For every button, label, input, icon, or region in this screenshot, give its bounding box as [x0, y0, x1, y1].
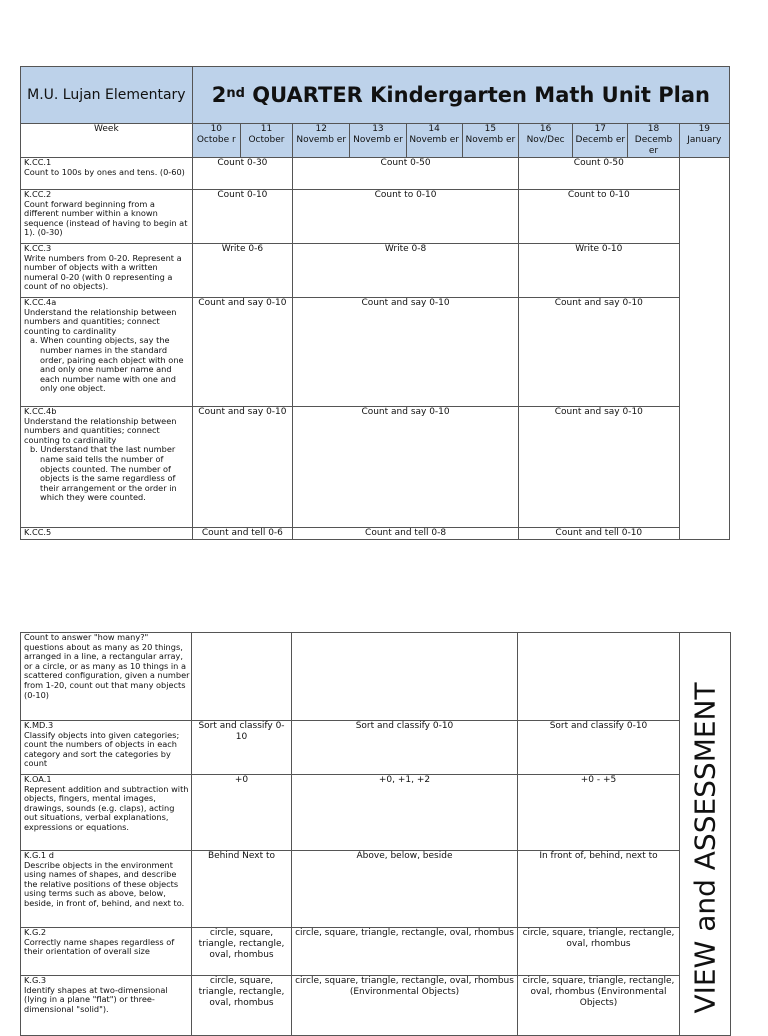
table-row [21, 190, 730, 244]
standard-cell: K.CC.1 Count to 100s by ones and tens. (0-60) [21, 158, 193, 190]
table-row [21, 976, 731, 1036]
activity-cell: Sort and classify 0-10 [292, 721, 518, 775]
standard-cell: K.CC.5 [21, 528, 193, 540]
week-label: Week [21, 124, 193, 158]
activity-cell [192, 633, 292, 721]
activity-cell: Count and tell 0-6 [192, 528, 292, 540]
week-cell: 11 October [240, 124, 292, 158]
activity-cell: circle, square, triangle, rectangle, oval, rhombus [292, 928, 518, 976]
activity-cell: Count 0-50 [518, 158, 679, 190]
activity-cell: Count and say 0-10 [293, 298, 519, 407]
standard-cell: K.CC.3 Write numbers from 0-20. Represent a number of objects with a written numeral 0-20 (with 0 representing a count of no objects). [21, 244, 193, 298]
activity-cell: circle, square, triangle, rectangle, oval, rhombus [192, 928, 292, 976]
week-19-cell [679, 158, 729, 540]
activity-cell: Count and say 0-10 [293, 407, 519, 528]
unit-plan-table-top [20, 66, 730, 540]
activity-cell: +0, +1, +2 [292, 775, 518, 851]
week-header-row [21, 124, 730, 158]
week-cell: 13 Novemb er [350, 124, 406, 158]
table-row [21, 633, 731, 721]
activity-cell: In front of, behind, next to [518, 851, 680, 928]
table-row [21, 721, 731, 775]
week-cell: 18 Decemb er [628, 124, 679, 158]
activity-cell: Write 0-6 [192, 244, 292, 298]
activity-cell: Count and say 0-10 [518, 407, 679, 528]
activity-cell [518, 633, 680, 721]
activity-cell: Write 0-10 [518, 244, 679, 298]
review-assessment-label [676, 634, 730, 1024]
activity-cell: Count and say 0-10 [192, 298, 292, 407]
activity-cell: Count 0-30 [192, 158, 292, 190]
activity-cell: Count to 0-10 [293, 190, 519, 244]
standard-cell: K.G.2 Correctly name shapes regardless of their orientation of overall size [21, 928, 192, 976]
review-assessment-text: VIEW and ASSESSMENT [688, 682, 722, 1014]
activity-cell: Count 0-10 [192, 190, 292, 244]
week-cell: 19 January [679, 124, 729, 158]
activity-cell: Count 0-50 [293, 158, 519, 190]
activity-cell: circle, square, triangle, rectangle, oval, rhombus (Environmental Objects) [518, 976, 680, 1036]
table-row [21, 851, 731, 928]
activity-cell: Count and say 0-10 [518, 298, 679, 407]
activity-cell: Count and tell 0-8 [293, 528, 519, 540]
activity-cell: Count and say 0-10 [192, 407, 292, 528]
activity-cell: +0 - +5 [518, 775, 680, 851]
standard-cell: K.G.1 d Describe objects in the environment using names of shapes, and describe the relative positions of these objects using terms such as above, below, beside, in front of, behind, and next to. [21, 851, 192, 928]
activity-cell: Sort and classify 0-10 [518, 721, 680, 775]
standard-cell: K.CC.4b Understand the relationship between numbers and quantities; connect counting to cardinality b. Understand that the last number name said tells the number of objects counted. The number of objects is the same regardless of their arrangement or the order in which they were counted. [21, 407, 193, 528]
activity-cell: circle, square, triangle, rectangle, oval, rhombus [518, 928, 680, 976]
activity-cell [292, 633, 518, 721]
table-row [21, 298, 730, 407]
standard-cell: K.MD.3 Classify objects into given categories; count the numbers of objects in each category and sort the categories by count [21, 721, 192, 775]
standard-cell: K.CC.4a Understand the relationship between numbers and quantities; connect counting to cardinality a. When counting objects, say the number names in the standard order, pairing each object with one and only one number name and each number name with one and only one object. [21, 298, 193, 407]
week-cell: 10 Octobe r [192, 124, 240, 158]
table-row [21, 928, 731, 976]
activity-cell: circle, square, triangle, rectangle, oval, rhombus (Environmental Objects) [292, 976, 518, 1036]
standard-cell: K.OA.1 Represent addition and subtraction with objects, fingers, mental images, drawings, sounds (e.g. claps), acting out situations, verbal explanations, expressions or equations. [21, 775, 192, 851]
school-name: M.U. Lujan Elementary [21, 67, 193, 124]
week-cell: 12 Novemb er [293, 124, 350, 158]
table-row [21, 775, 731, 851]
activity-cell: Behind Next to [192, 851, 292, 928]
week-cell: 14 Novemb er [406, 124, 462, 158]
activity-cell: circle, square, triangle, rectangle, oval, rhombus [192, 976, 292, 1036]
standard-cell: K.G.3 Identify shapes at two-dimensional (lying in a plane "flat") or three-dimensional "solid"). [21, 976, 192, 1036]
activity-cell: Count and tell 0-10 [518, 528, 679, 540]
activity-cell: Sort and classify 0-10 [192, 721, 292, 775]
activity-cell: Count to 0-10 [518, 190, 679, 244]
table-row [21, 158, 730, 190]
table-row [21, 244, 730, 298]
table-row [21, 407, 730, 528]
week-cell: 15 Novemb er [462, 124, 518, 158]
standard-cell: K.CC.2 Count forward beginning from a different number within a known sequence (instead of having to begin at 1). (0-30) [21, 190, 193, 244]
activity-cell: Write 0-8 [293, 244, 519, 298]
activity-cell: Above, below, beside [292, 851, 518, 928]
activity-cell: +0 [192, 775, 292, 851]
week-cell: 17 Decemb er [573, 124, 628, 158]
table-row [21, 528, 730, 540]
standard-cell: Count to answer "how many?" questions about as many as 20 things, arranged in a line, a rectangular array, or a circle, or as many as 10 things in a scattered configuration, given a number from 1-20, count out that many objects (0-10) [21, 633, 192, 721]
unit-plan-table-bottom [20, 632, 731, 1036]
page-title: 2nd QUARTER Kindergarten Math Unit Plan [192, 67, 729, 124]
week-cell: 16 Nov/Dec [518, 124, 572, 158]
